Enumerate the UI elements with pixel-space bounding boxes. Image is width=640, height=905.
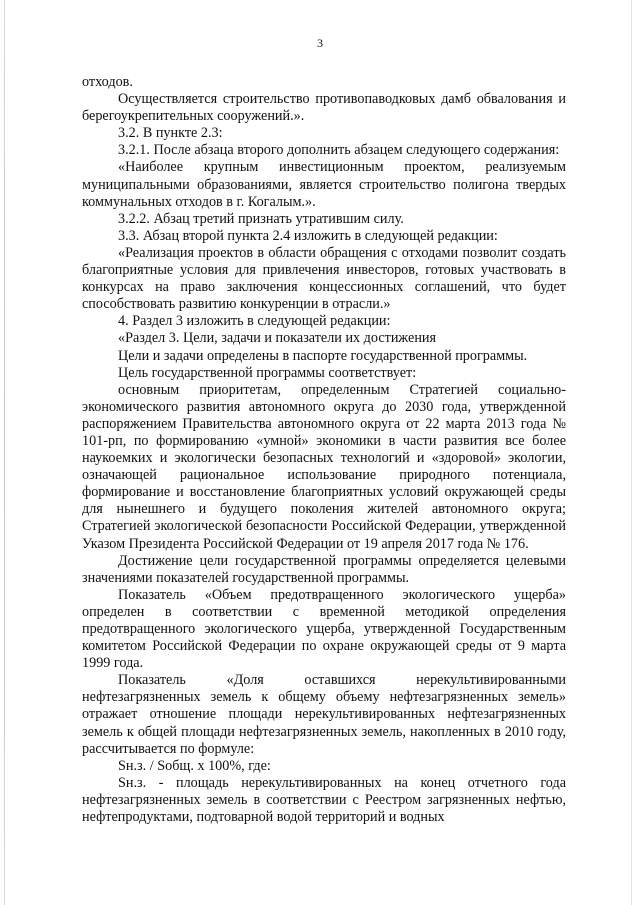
paragraph: Цели и задачи определены в паспорте государственной программы. [118,347,528,364]
formula: Sн.з. / Sобщ. x 100%, где: [118,757,271,774]
paragraph: Осуществляется строительство противопаводковых дамб обвалования и берегоукрепительных сооружений.». [82,91,566,125]
paragraph: Достижение цели государственной программы определяется целевыми значениями показателей государственной программы. [82,552,566,586]
paragraph: 3.2.1. После абзаца второго дополнить абзацем следующего содержания: [118,142,560,159]
paragraph: отходов. [82,74,133,90]
paragraph: Показатель «Объем предотвращенного экологического ущерба» определен в соответствии с временной методикой определения предотвращенного экологического ущерба, утвержденной Государственным комитетом Российской Федерации по охране окружающей среды от 9 марта 1999 года. [82,586,566,672]
paragraph: 4. Раздел 3 изложить в следующей редакции: [118,313,391,330]
section-heading: «Раздел 3. Цели, задачи и показатели их достижения [118,330,437,347]
paragraph: Цель государственной программы соответствует: [118,364,417,381]
paragraph: «Наиболее крупным инвестиционным проектом, реализуемым муниципальными образованиями, является строительство полигона твердых коммунальных отходов в г. Когалым.». [82,159,566,210]
paragraph: основным приоритетам, определенным Стратегией социально-экономического развития автономного округа до 2030 года, утвержденной распоряжением Правительства автономного округа от 22 марта 2013 года № 101-рп, по формированию «умной» экономики в части развития все более наукоемких и экологически безопасных технологий и «здоровой» экологии, означающей рациональное использование природного потенциала, формирование и восстановление благоприятных условий окружающей среды для нынешнего и будущего поколения жителей автономного округа; Стратегией экологической безопасности Российской Федерации, утвержденной Указом Президента Российской Федерации от 19 апреля 2017 года № 176. [82,381,566,552]
paragraph: Показатель «Доля оставшихся нерекультивированными нефтезагрязненных земель к общему объему нефтезагрязненных земель» отражает отношение площади нерекультивированных нефтезагрязненных земель к общей площади нефтезагрязненных земель, накопленных в 2010 году, рассчитывается по формуле: [82,672,566,757]
paragraph: 3.3. Абзац второй пункта 2.4 изложить в следующей редакции: [118,227,498,244]
paragraph: 3.2.2. Абзац третий признать утратившим силу. [118,210,404,227]
page-number: 3 [317,36,323,50]
document-body [82,74,566,826]
scan-right-edge [631,0,632,905]
paragraph: «Реализация проектов в области обращения с отходами позволит создать благоприятные условия для привлечения инвесторов, готовых участвовать в конкурсах на право заключения концессионных соглашений, что будет способствовать развитию конкуренции в отрасли.» [82,244,566,313]
paragraph: 3.2. В пункте 2.3: [118,125,223,142]
paragraph: Sн.з. - площадь нерекультивированных на конец отчетного года нефтезагрязненных земель в соответствии с Реестром загрязненных нефтью, нефтепродуктами, подтоварной водой территорий и водных [82,774,566,826]
scan-left-edge [4,0,5,905]
